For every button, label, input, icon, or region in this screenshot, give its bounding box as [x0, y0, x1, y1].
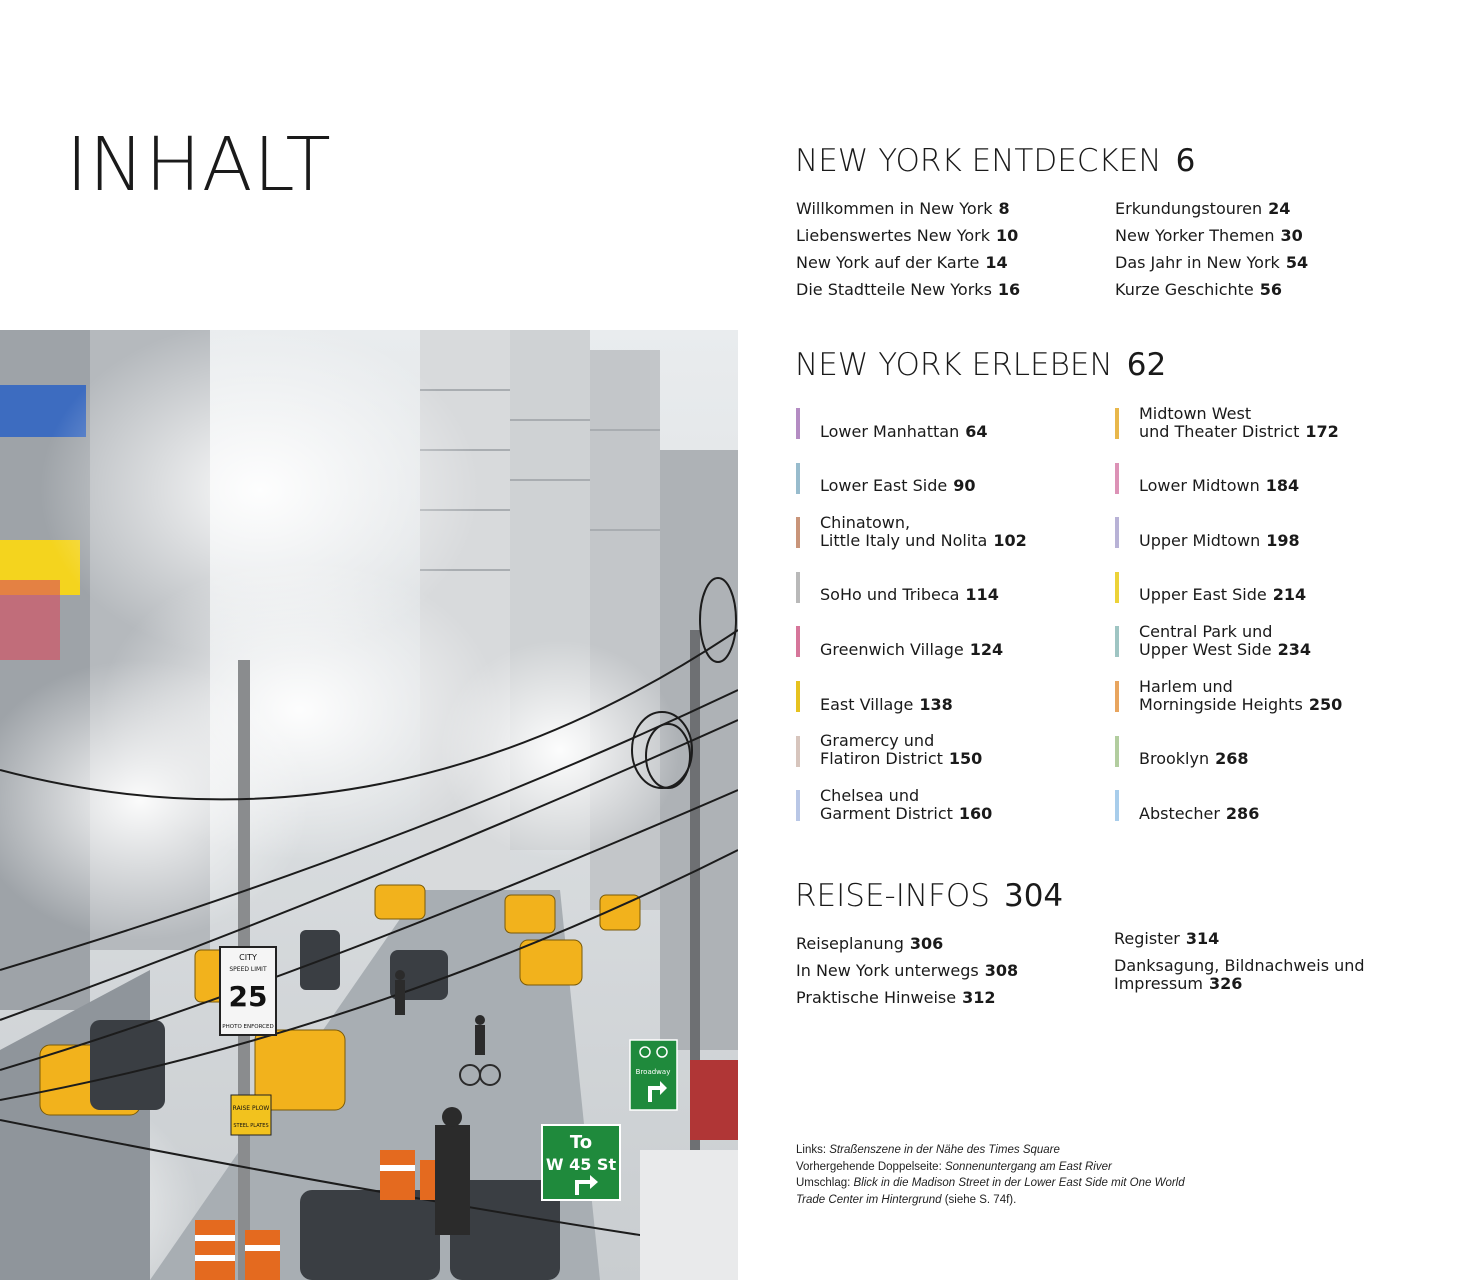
chapter-label	[820, 787, 992, 823]
chapter-label	[1139, 405, 1339, 441]
toc-entry[interactable]	[1114, 957, 1365, 993]
toc-label: Liebenswertes New York	[796, 226, 990, 245]
chapter-label	[820, 696, 953, 714]
reise-list-left	[796, 930, 1018, 1011]
credit-label: Links:	[796, 1144, 827, 1156]
chapter-color-bar	[796, 408, 800, 439]
chapter-label-line2: Lower East Side	[820, 476, 948, 496]
chapter-label-line2: SoHo und Tribeca	[820, 585, 960, 605]
speed-sign-mid: SPEED LIMIT	[229, 966, 267, 973]
raise-plow-text: RAISE PLOW	[232, 1105, 270, 1112]
credit-text: Straßenszene in der Nähe des Times Square	[829, 1144, 1060, 1156]
chapter-page: 160	[958, 803, 993, 823]
section-heading-entdecken	[795, 143, 1196, 179]
toc-label: Erkundungstouren	[1115, 199, 1263, 218]
toc-entry[interactable]	[796, 930, 1018, 957]
toc-page: 24	[1268, 199, 1291, 218]
chapter-label-line1: Gramercy und	[820, 731, 935, 751]
toc-label: In New York unterwegs	[796, 961, 979, 980]
toc-entry[interactable]	[796, 195, 1020, 222]
section-heading-erleben	[795, 347, 1167, 383]
chapter-color-bar	[1115, 681, 1119, 712]
chapter-label-line2: und Theater District	[1139, 421, 1300, 441]
toc-label: Danksagung, Bildnachweis und	[1114, 956, 1365, 975]
chapter-label-line2: Garment District	[820, 803, 953, 823]
section-title: REISE-INFOS	[795, 878, 990, 914]
chapter-page: 184	[1265, 476, 1300, 496]
credit-label: Umschlag:	[796, 1177, 851, 1189]
toc-label: New York auf der Karte	[796, 253, 980, 272]
toc-label: Reiseplanung	[796, 934, 904, 953]
chapter-color-bar	[796, 681, 800, 712]
chapter-label	[820, 641, 1003, 659]
chapter-page: 102	[993, 530, 1027, 550]
toc-page: 312	[962, 988, 996, 1007]
toc-label: New Yorker Themen	[1115, 226, 1275, 245]
section-page: 62	[1126, 347, 1167, 383]
chapter-label-line2: Lower Midtown	[1139, 476, 1260, 496]
chapter-color-bar	[1115, 790, 1119, 821]
toc-page: 314	[1185, 929, 1220, 948]
reise-list-right	[1114, 930, 1365, 993]
toc-entry[interactable]	[796, 249, 1020, 276]
street-sign	[542, 1125, 620, 1200]
chapter-label-line1: Chelsea und	[820, 785, 920, 805]
chapter-label-line2: Upper Midtown	[1139, 530, 1261, 550]
section-heading-reise-infos	[795, 878, 1064, 914]
chapter-label-line2: Upper West Side	[1139, 639, 1272, 659]
chapter-color-bar	[1115, 736, 1119, 767]
chapter-color-bar	[1115, 517, 1119, 548]
section-title: NEW YORK ERLEBEN	[795, 347, 1113, 383]
section-page: 304	[1003, 878, 1064, 914]
chapter-label-line2: Upper East Side	[1139, 585, 1267, 605]
chapter-label-line1: Midtown West	[1139, 403, 1252, 423]
toc-page: 54	[1285, 253, 1309, 272]
chapter-label-line2: Abstecher	[1139, 803, 1220, 823]
toc-page: 308	[984, 961, 1019, 980]
page-title: INHALT	[66, 122, 332, 208]
chapter-label	[820, 514, 1027, 550]
chapter-label-line2: Brooklyn	[1139, 749, 1210, 769]
chapter-color-bar	[796, 572, 800, 603]
toc-page: 306	[909, 934, 944, 953]
toc-entry[interactable]	[1115, 222, 1308, 249]
chapter-label-line2: Little Italy und Nolita	[820, 530, 988, 550]
chapter-color-bar	[796, 463, 800, 494]
chapter-label	[820, 477, 976, 495]
toc-page: 10	[996, 226, 1019, 245]
chapter-color-bar	[796, 517, 800, 548]
credit-text: Blick in die Madison Street in der Lower East Side mit One World Trade Center im Hintergrund	[796, 1177, 1185, 1206]
chapter-color-bar	[1115, 572, 1119, 603]
chapter-page: 172	[1305, 421, 1339, 441]
chapter-page: 250	[1308, 694, 1343, 714]
chapter-color-bar	[1115, 463, 1119, 494]
toc-label: Praktische Hinweise	[796, 988, 957, 1007]
toc-label: Die Stadtteile New Yorks	[796, 280, 992, 299]
street-sign-line1: To	[569, 1132, 593, 1153]
chapter-page: 214	[1272, 585, 1307, 605]
toc-entry[interactable]	[796, 276, 1020, 303]
entdecken-list-left	[796, 195, 1020, 303]
chapter-page: 198	[1266, 530, 1300, 550]
chapter-color-bar	[1115, 408, 1119, 439]
toc-label: Willkommen in New York	[796, 199, 993, 218]
toc-page: 30	[1280, 226, 1303, 245]
chapter-label	[1139, 678, 1342, 714]
chapter-color-bar	[796, 790, 800, 821]
toc-label: Register	[1114, 929, 1180, 948]
chapter-label	[1139, 586, 1306, 604]
chapter-page: 234	[1277, 639, 1311, 659]
credit-tail: (siehe S. 74f).	[944, 1193, 1017, 1206]
chapter-color-bar	[1115, 626, 1119, 657]
chapter-label-line2: Lower Manhattan	[820, 421, 960, 441]
chapter-label	[1139, 477, 1299, 495]
broadway-sign	[630, 1040, 677, 1110]
chapter-page: 114	[965, 585, 999, 605]
toc-entry[interactable]	[1115, 195, 1308, 222]
chapter-page: 286	[1225, 803, 1260, 823]
chapter-label-line1: Central Park und	[1139, 621, 1273, 641]
chapter-label	[820, 423, 987, 441]
chapter-page: 268	[1215, 749, 1249, 769]
speed-limit-sign	[220, 947, 276, 1035]
photo-credits	[796, 1142, 1216, 1208]
chapter-label	[820, 732, 982, 768]
toc-page: 56	[1259, 280, 1283, 299]
chapter-page: 124	[969, 639, 1004, 659]
chapter-label	[1139, 623, 1311, 659]
speed-sign-bottom: PHOTO ENFORCED	[222, 1024, 274, 1030]
toc-entry[interactable]	[796, 957, 1018, 984]
chapter-page: 138	[919, 694, 953, 714]
chapter-label-line2: Flatiron District	[820, 749, 943, 769]
broadway-text: Broadway	[635, 1068, 671, 1076]
chapter-label	[1139, 532, 1300, 550]
toc-label-line2: Impressum	[1114, 974, 1203, 993]
chapter-page: 90	[953, 476, 976, 496]
chapter-label-line1: Harlem und	[1139, 676, 1233, 696]
credit-label: Vorhergehende Doppelseite:	[796, 1160, 942, 1173]
speed-sign-num: 25	[228, 980, 268, 1013]
chapter-label	[820, 586, 999, 604]
speed-sign-top: CITY	[239, 953, 257, 962]
toc-page: 8	[998, 199, 1010, 218]
section-page: 6	[1175, 143, 1196, 179]
chapter-label	[1139, 750, 1249, 768]
chapter-label	[1139, 805, 1259, 823]
street-sign-line2: W 45 St	[545, 1155, 617, 1174]
credit-text: Sonnenuntergang am East River	[944, 1160, 1112, 1173]
steel-plates-text: STEEL PLATES	[233, 1123, 269, 1129]
toc-page: 326	[1208, 974, 1243, 993]
chapter-label-line1: Chinatown,	[820, 512, 911, 532]
toc-entry[interactable]	[1114, 930, 1365, 948]
toc-page: 14	[985, 253, 1008, 272]
toc-entry[interactable]	[796, 984, 1018, 1011]
raise-plow-sign	[231, 1095, 271, 1135]
street-photo	[0, 330, 738, 1280]
toc-entry[interactable]	[796, 222, 1020, 249]
chapter-color-bar	[796, 626, 800, 657]
chapter-label-line2: Greenwich Village	[820, 639, 964, 659]
toc-entry[interactable]	[1115, 276, 1308, 303]
entdecken-list-right	[1115, 195, 1308, 303]
toc-label: Kurze Geschichte	[1115, 280, 1254, 299]
chapter-page: 64	[965, 421, 988, 441]
chapter-page: 150	[948, 749, 983, 769]
toc-page: 16	[997, 280, 1021, 299]
chapter-color-bar	[796, 736, 800, 767]
section-title: NEW YORK ENTDECKEN	[795, 143, 1162, 179]
chapter-label-line2: Morningside Heights	[1139, 694, 1303, 714]
toc-entry[interactable]	[1115, 249, 1308, 276]
toc-label: Das Jahr in New York	[1115, 253, 1280, 272]
chapter-label-line2: East Village	[820, 694, 914, 714]
